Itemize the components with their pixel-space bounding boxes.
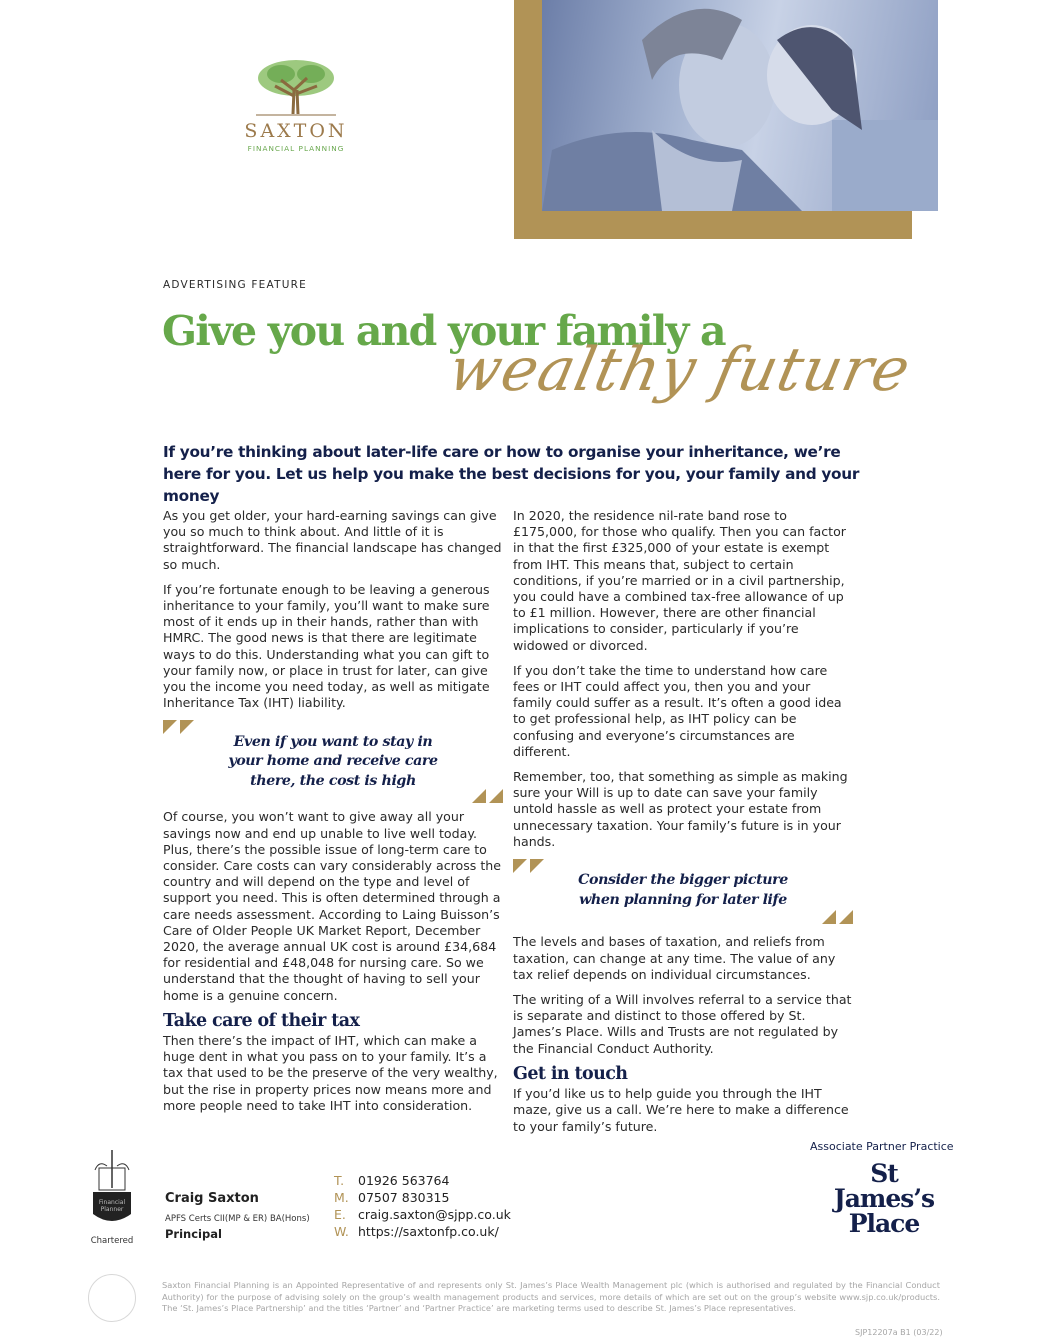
badge-line1: Financial bbox=[98, 1199, 126, 1206]
email-key: E. bbox=[334, 1207, 346, 1222]
contact-role: Principal bbox=[165, 1227, 222, 1241]
paragraph: As you get older, your hard-earning savings can give you so much to think about. And little of it is straightforward. The financial landscape has changed so much. bbox=[163, 508, 502, 572]
sjp-logo-line: St bbox=[870, 1159, 898, 1188]
left-column bbox=[163, 508, 503, 1123]
section-heading: Take care of their tax bbox=[163, 1010, 360, 1031]
headline: Give you and your family a bbox=[162, 307, 725, 355]
saxton-logo bbox=[236, 56, 356, 153]
contact-qualifications: APFS Certs CII(MP & ER) BA(Hons) bbox=[165, 1214, 310, 1224]
contact-phone[interactable] bbox=[334, 1172, 511, 1189]
photo-illustration bbox=[542, 0, 938, 211]
brand-name: SAXTON bbox=[244, 120, 348, 142]
brand-tagline: FINANCIAL PLANNING bbox=[247, 144, 345, 153]
tree-icon bbox=[251, 56, 341, 118]
paragraph: Then there’s the impact of IHT, which can make a huge dent in what you pass on to your family. It’s a tax that used to be the preserve of the very wealthy, but the rise in property prices now means more and more people need to take IHT into consideration. bbox=[163, 1032, 498, 1113]
paragraph: Remember, too, that something as simple as making sure your Will is up to date can save your family untold hassle as well as protect your estate from unnecessary taxation. Your family’s future is in your hands. bbox=[513, 769, 848, 849]
close-quote-icon bbox=[472, 789, 503, 803]
paragraph: Of course, you won’t want to give away all your savings now and end up unable to live well today. Plus, there’s the possible issue of long-term care to consider. Care costs can vary considerably across the country and will depend on the type and level of support you need. This is often determined through a care needs assessment. According to Laing Buisson’s Care of Older People UK Market Report, December 2020, the average annual UK cost is around £34,684 for residential and £48,048 for nursing care. So we understand that the thought of having to sell your home is a genuine concern. bbox=[163, 809, 502, 1003]
advertising-label: ADVERTISING FEATURE bbox=[163, 279, 307, 291]
website-link[interactable]: https://saxtonfp.co.uk/ bbox=[358, 1224, 499, 1239]
hero-photo bbox=[542, 0, 938, 211]
phone-key: T. bbox=[334, 1173, 345, 1188]
phone-value[interactable]: 01926 563764 bbox=[358, 1173, 450, 1188]
pull-quote-text: Even if you want to stay in your home and receive care there, the cost is high bbox=[228, 733, 438, 789]
pull-quote-text: Consider the bigger picture when planning for later life bbox=[578, 872, 788, 908]
open-quote-icon bbox=[513, 859, 544, 873]
mobile-value[interactable]: 07507 830315 bbox=[358, 1190, 450, 1205]
sjp-logo-line: Place bbox=[848, 1209, 920, 1238]
standfirst: If you’re thinking about later-life care or how to organise your inheritance, we’re here for you. Let us help you make the best decisions for you, your family and your money bbox=[163, 443, 860, 505]
disclaimer: Saxton Financial Planning is an Appointed Representative of and represents only St. James’s Place Wealth Management plc (which is authorised and regulated by the Financial Conduct Authority) for the purpose of advising solely on the group’s wealth management products and services, more details of which are set out on the group’s website www.sjp.co.uk/products. The ‘St. James’s Place Partnership’ and the titles ‘Partner’ and ‘Partner Practice’ are marketing terms used to describe St. James’s Place representatives. bbox=[162, 1280, 940, 1313]
pull-quote bbox=[163, 720, 503, 807]
headline-script: wealthy future bbox=[442, 335, 917, 405]
sjp-logo-line: James’s bbox=[833, 1184, 935, 1213]
contact-email[interactable] bbox=[334, 1206, 511, 1223]
contact-list bbox=[334, 1172, 511, 1240]
paragraph: If you’d like us to help guide you through the IHT maze, give us a call. We’re here to make a difference to your family’s future. bbox=[513, 1086, 849, 1134]
right-column bbox=[513, 508, 853, 1144]
mobile-key: M. bbox=[334, 1190, 349, 1205]
paragraph: The writing of a Will involves referral to a service that is separate and distinct to those offered by St. James’s Place. Wills and Trusts are not regulated by the Financial Conduct Authority. bbox=[513, 992, 852, 1056]
sjp-logo bbox=[828, 1161, 940, 1236]
contact-website[interactable] bbox=[334, 1223, 511, 1240]
pull-quote bbox=[513, 859, 853, 928]
badge-line2: Planner bbox=[100, 1206, 124, 1213]
partner-tag: Associate Partner Practice bbox=[810, 1140, 954, 1153]
paragraph: If you’re fortunate enough to be leaving a generous inheritance to your family, you’ll want to make sure most of it ends up in their hands, rather than with HMRC. The good news is that there are legitimate ways to do this. Understanding what you can gift to your family now, or place in trust for later, can give you the income you need today, as well as mitigate Inheritance Tax (IHT) liability. bbox=[163, 581, 490, 711]
website-key: W. bbox=[334, 1224, 349, 1239]
paragraph: The levels and bases of taxation, and reliefs from taxation, can change at any time. The value of any tax relief depends on individual circumstances. bbox=[513, 934, 836, 982]
email-link[interactable]: craig.saxton@sjpp.co.uk bbox=[358, 1207, 511, 1222]
section-heading: Get in touch bbox=[513, 1063, 628, 1084]
contact-mobile[interactable] bbox=[334, 1189, 511, 1206]
sjp-seal-icon bbox=[88, 1274, 136, 1322]
chartered-label: Chartered bbox=[90, 1236, 134, 1246]
contact-name: Craig Saxton bbox=[165, 1191, 259, 1206]
open-quote-icon bbox=[163, 720, 194, 734]
paragraph: If you don’t take the time to understand how care fees or IHT could affect you, then you and your family could suffer as a result. It’s often a good idea to get professional help, as IHT policy can be confusing and everyone’s circumstances are different. bbox=[513, 662, 842, 759]
close-quote-icon bbox=[822, 910, 853, 924]
reference-code: SJP12207a B1 (03/22) bbox=[855, 1328, 943, 1337]
paragraph: In 2020, the residence nil-rate band rose to £175,000, for those who qualify. Then you can factor in that the first £325,000 of your estate is exempt from IHT. This means that, subject to certain conditions, if you’re married or in a civil partnership, you could have a combined tax-free allowance of up to £1 million. However, there are other financial implications to consider, particularly if you’re widowed or divorced. bbox=[513, 508, 846, 653]
crest-icon bbox=[89, 1148, 135, 1230]
chartered-badge bbox=[86, 1148, 138, 1246]
